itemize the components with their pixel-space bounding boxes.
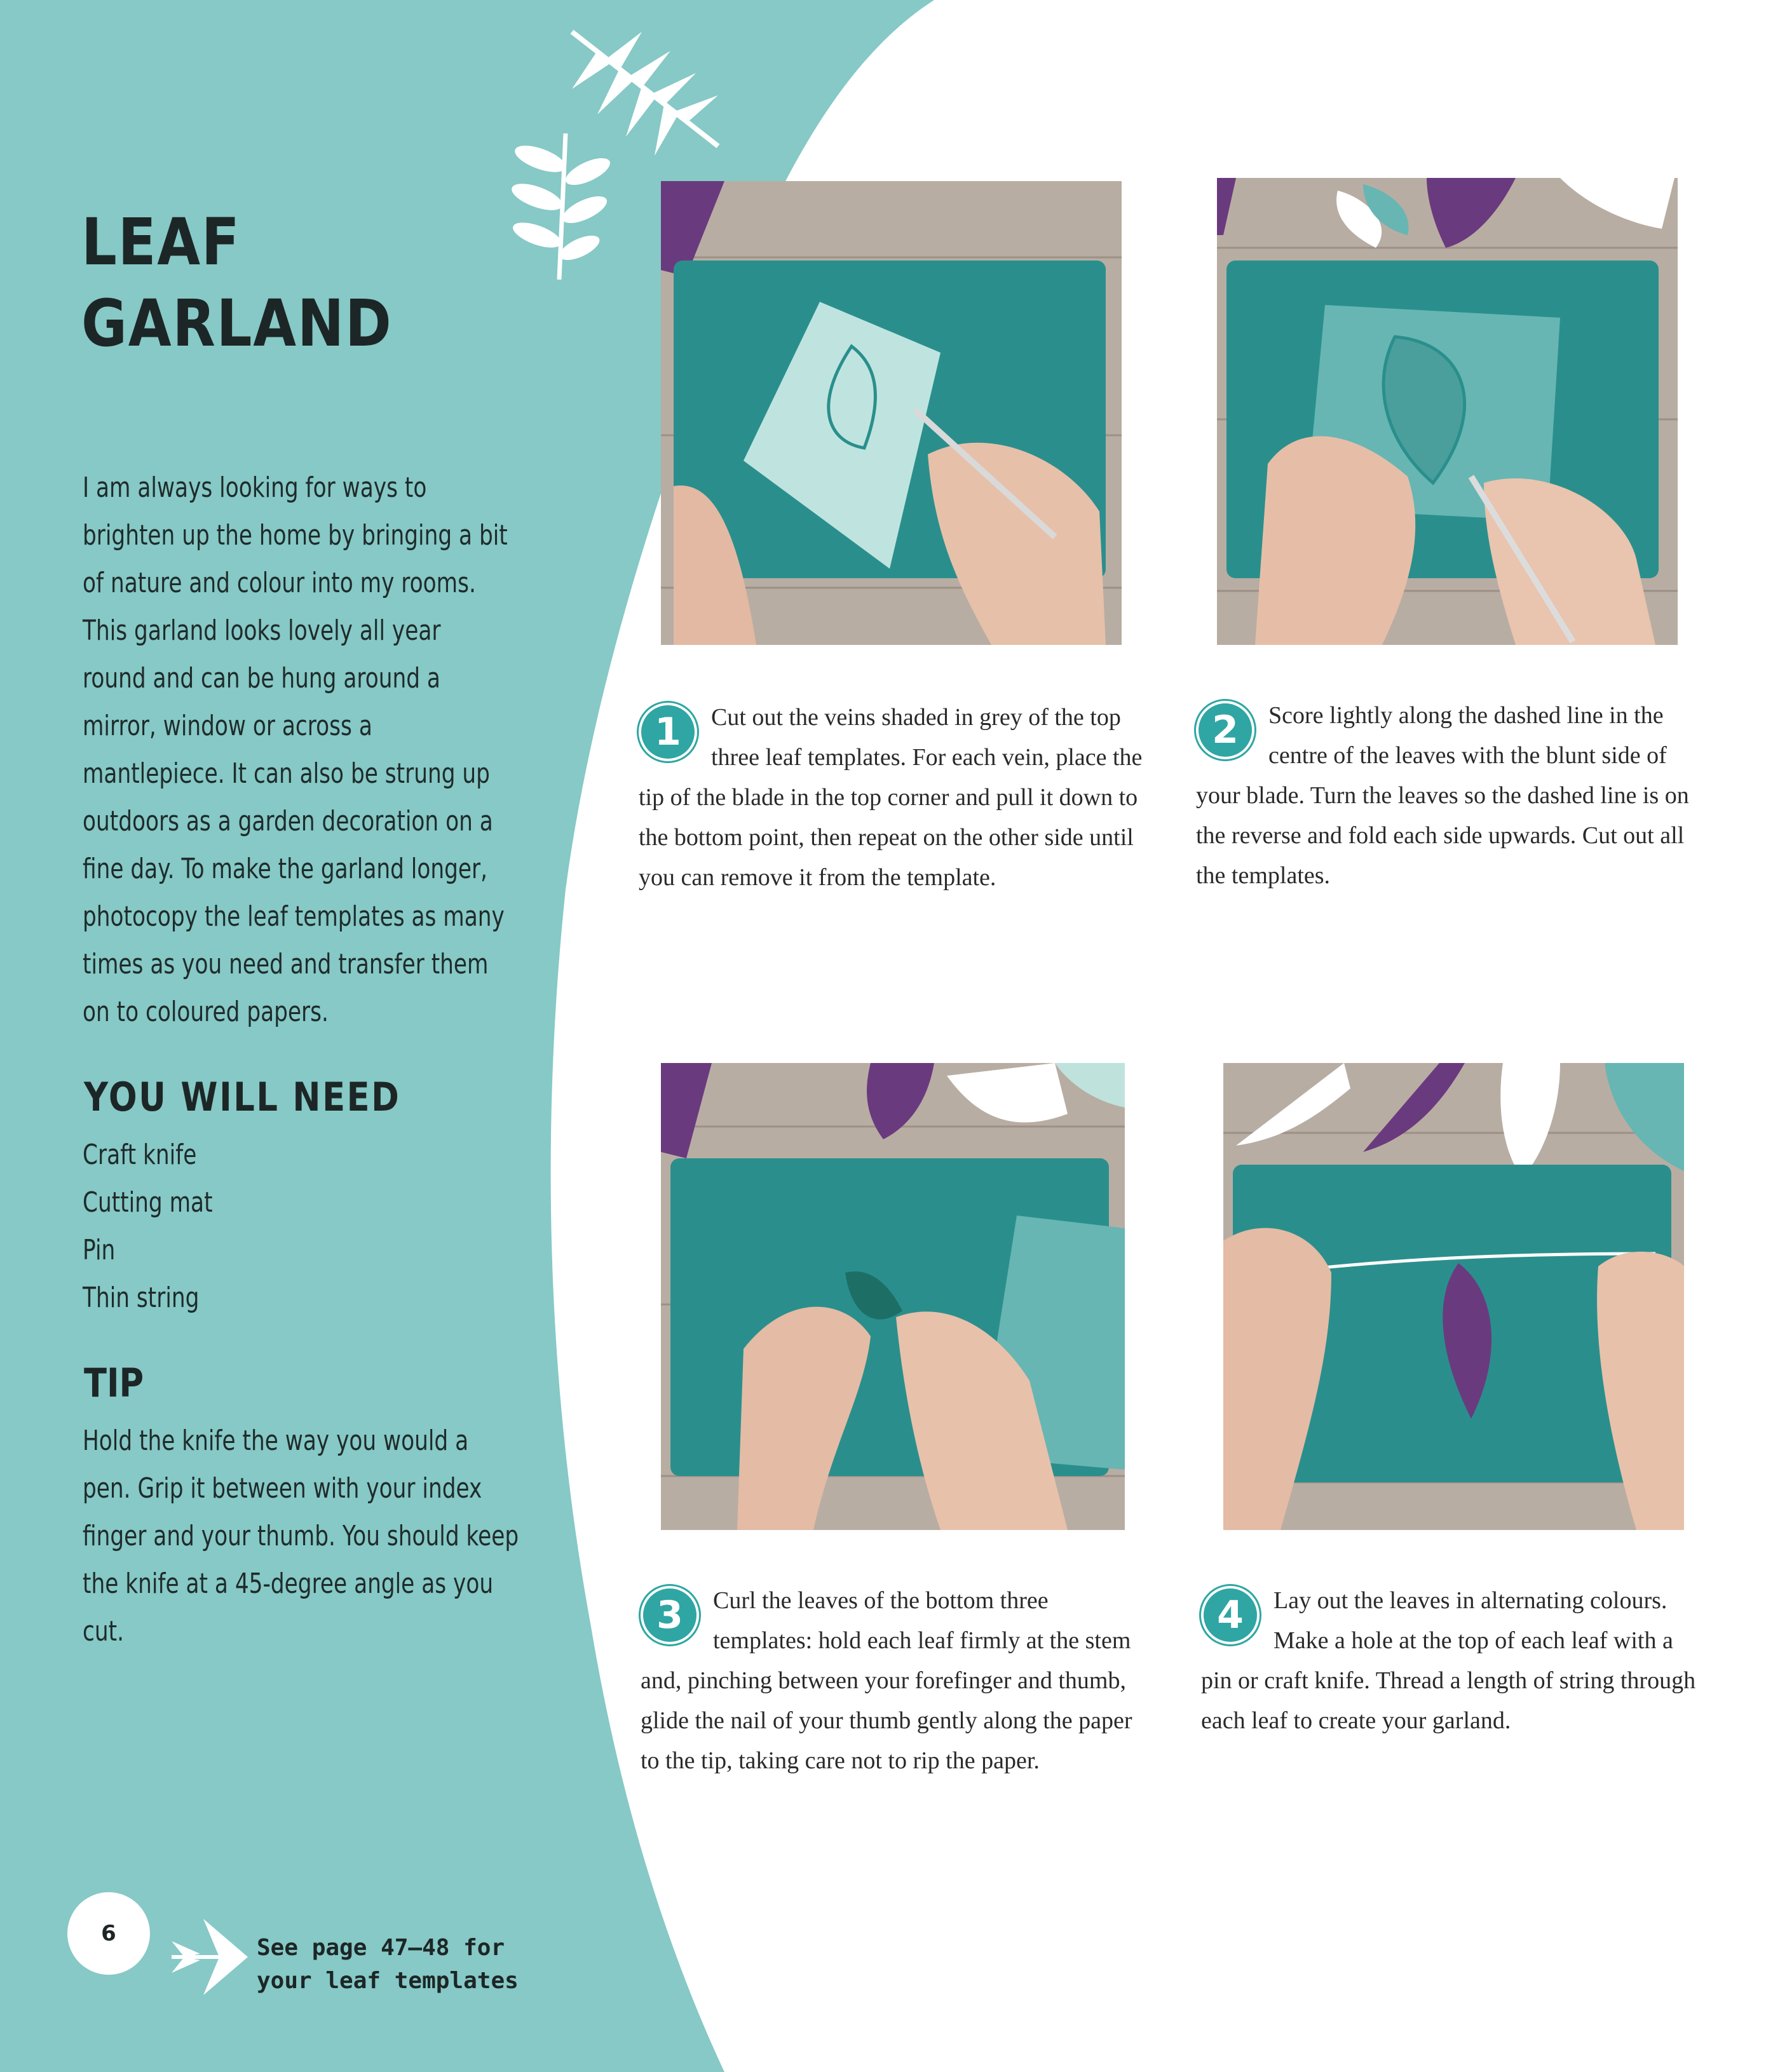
leaf-sprig-icon (508, 127, 610, 286)
list-item: Cutting mat (83, 1186, 213, 1219)
step-4 (1201, 1581, 1697, 1741)
template-reference: See page 47–48 for your leaf templates (257, 1935, 519, 1994)
you-will-need-heading: YOU WILL NEED (84, 1074, 401, 1120)
list-item: Craft knife (83, 1139, 197, 1171)
page-number: 6 (67, 1892, 150, 1975)
intro-text: I am always looking for ways to brighten up the home by bringing a bit of nature and colour into my rooms. This garland looks lovely all year round and can be hung around a mirror, window or across a mantlepiece. It can also be strung up outdoors as a garden decoration on a fine day. To make the garland longer, photocopy the leaf templates as many times as you need and transfer them on to coloured papers. (83, 471, 508, 1028)
title-line-1: LEAF (81, 205, 241, 280)
step-4-photo (1223, 1063, 1684, 1530)
step-3-number: 3 (641, 1586, 699, 1644)
step-3-text: Curl the leaves of the bottom three templates: hold each leaf firmly at the stem and, pinching between your forefinger and thumb, glide the nail of your thumb gently along the paper to the tip, taking care not to rip the paper. (641, 1587, 1132, 1774)
step-2-number: 2 (1196, 701, 1254, 759)
step-1-number: 1 (639, 703, 697, 761)
step-1-photo (661, 181, 1122, 645)
arrow-icon (165, 1913, 254, 2001)
list-item: Thin string (83, 1282, 200, 1314)
tip-heading: TIP (84, 1360, 144, 1406)
step-3-photo (661, 1063, 1125, 1530)
list-item: Pin (83, 1234, 116, 1266)
step-4-number: 4 (1201, 1586, 1260, 1644)
step-2-photo (1217, 178, 1678, 645)
step-2-text: Score lightly along the dashed line in the centre of the leaves with the blunt side of your blade. Turn the leaves so the dashed line is on the reverse and fold each side upwards. Cut out all the templates. (1196, 702, 1689, 889)
step-3 (641, 1581, 1149, 1781)
step-2 (1196, 696, 1704, 896)
step-1 (639, 698, 1147, 898)
materials-list (83, 1131, 213, 1322)
step-4-text: Lay out the leaves in alternating colours. Make a hole at the top of each leaf with a pin or craft knife. Thread a length of string through each leaf to create your garland. (1201, 1587, 1696, 1734)
title-line-2: GARLAND (81, 286, 393, 362)
page-title (81, 202, 393, 365)
tip-text: Hold the knife the way you would a pen. Grip it between with your index finger and your thumb. You should keep the knife at a 45-degree angle as you cut. (83, 1425, 519, 1648)
step-1-text: Cut out the veins shaded in grey of the top three leaf templates. For each vein, place the tip of the blade in the top corner and pull it down to the bottom point, then repeat on the other side until you can remove it from the template. (639, 704, 1143, 891)
